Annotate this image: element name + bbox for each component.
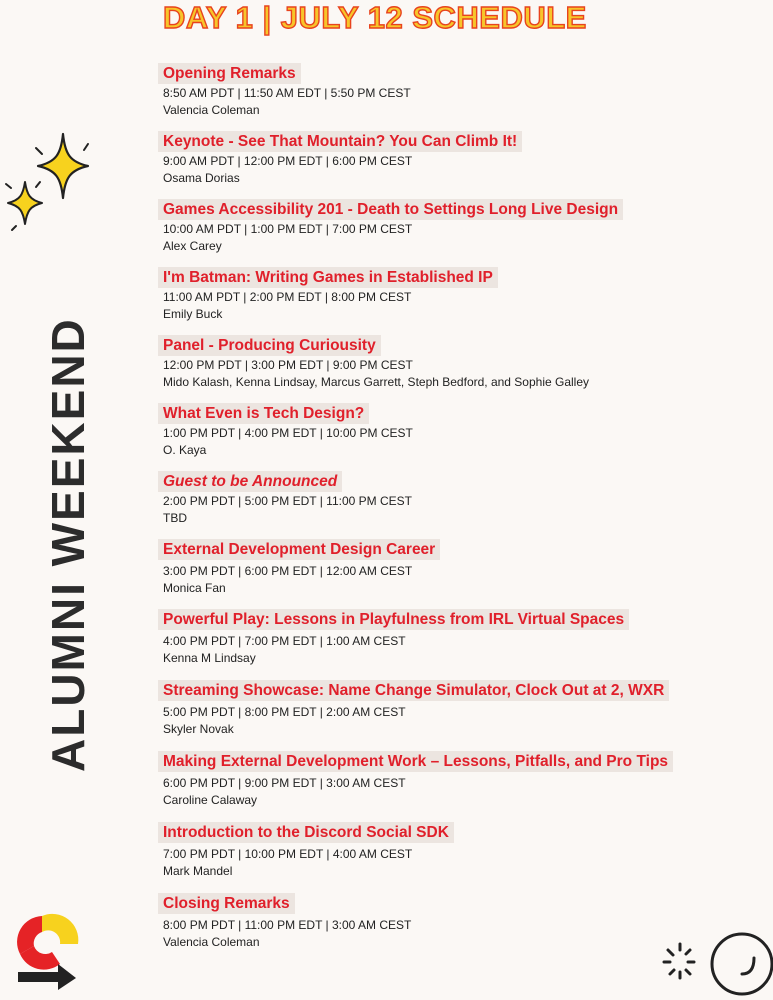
- session-time: 6:00 PM PDT | 9:00 PM EDT | 3:00 AM CEST: [163, 776, 406, 790]
- logo-icon: [12, 908, 84, 992]
- session-speaker: Monica Fan: [163, 581, 226, 595]
- session-title: Introduction to the Discord Social SDK: [158, 822, 454, 843]
- session-title: Streaming Showcase: Name Change Simulator, Clock Out at 2, WXR: [158, 680, 669, 701]
- session-time: 1:00 PM PDT | 4:00 PM EDT | 10:00 PM CEST: [163, 426, 413, 440]
- session-title: Opening Remarks: [158, 63, 301, 84]
- session-item: [158, 335, 768, 391]
- session-item: [158, 539, 768, 597]
- session-speaker: TBD: [163, 511, 187, 525]
- session-speaker: O. Kaya: [163, 443, 207, 457]
- session-speaker: Kenna M Lindsay: [163, 651, 256, 665]
- session-time: 7:00 PM PDT | 10:00 PM EDT | 4:00 AM CEST: [163, 847, 413, 861]
- session-speaker: Mido Kalash, Kenna Lindsay, Marcus Garrett, Steph Bedford, and Sophie Galley: [163, 375, 590, 389]
- session-item: [158, 471, 768, 527]
- session-time: 10:00 AM PDT | 1:00 PM EDT | 7:00 PM CEST: [163, 222, 413, 236]
- session-title: Powerful Play: Lessons in Playfulness from IRL Virtual Spaces: [158, 609, 629, 630]
- session-item: [158, 822, 768, 880]
- session-time: 8:00 PM PDT | 11:00 PM EDT | 3:00 AM CEST: [163, 918, 412, 932]
- session-time: 2:00 PM PDT | 5:00 PM EDT | 11:00 PM CEST: [163, 494, 412, 508]
- session-speaker: Skyler Novak: [163, 722, 234, 736]
- event-name-vertical: ALUMNI WEEKEND: [42, 317, 94, 772]
- session-item: [158, 751, 768, 809]
- session-speaker: Osama Dorias: [163, 171, 240, 185]
- session-title: I'm Batman: Writing Games in Established IP: [158, 267, 498, 288]
- session-time: 9:00 AM PDT | 12:00 PM EDT | 6:00 PM CEST: [163, 154, 413, 168]
- session-time: 12:00 PM PDT | 3:00 PM EDT | 9:00 PM CEST: [163, 358, 413, 372]
- session-time: 8:50 AM PDT | 11:50 AM EDT | 5:50 PM CEST: [163, 86, 411, 100]
- session-title: Games Accessibility 201 - Death to Settings Long Live Design: [158, 199, 623, 220]
- session-speaker: Valencia Coleman: [163, 103, 260, 117]
- session-time: 5:00 PM PDT | 8:00 PM EDT | 2:00 AM CEST: [163, 705, 406, 719]
- session-title: Making External Development Work – Lessons, Pitfalls, and Pro Tips: [158, 751, 673, 772]
- sparkles-icon: [0, 130, 100, 240]
- session-time: 11:00 AM PDT | 2:00 PM EDT | 8:00 PM CEST: [163, 290, 412, 304]
- session-title: What Even is Tech Design?: [158, 403, 369, 424]
- session-title: Closing Remarks: [158, 893, 295, 914]
- session-item: [158, 199, 768, 255]
- session-item: [158, 680, 768, 738]
- session-item: [158, 131, 768, 187]
- session-title: Keynote - See That Mountain? You Can Climb It!: [158, 131, 522, 152]
- session-item: [158, 63, 768, 119]
- session-time: 3:00 PM PDT | 6:00 PM EDT | 12:00 AM CEST: [163, 564, 413, 578]
- session-speaker: Emily Buck: [163, 307, 223, 321]
- page-title: DAY 1 | JULY 12 SCHEDULE: [163, 0, 587, 35]
- session-speaker: Caroline Calaway: [163, 793, 258, 807]
- session-item: [158, 267, 768, 323]
- session-item: [158, 893, 768, 951]
- session-title: Panel - Producing Curiousity: [158, 335, 381, 356]
- session-speaker: Alex Carey: [163, 239, 222, 253]
- session-speaker: Valencia Coleman: [163, 935, 260, 949]
- session-title: External Development Design Career: [158, 539, 440, 560]
- session-time: 4:00 PM PDT | 7:00 PM EDT | 1:00 AM CEST: [163, 634, 406, 648]
- session-title: Guest to be Announced: [158, 471, 342, 492]
- session-item: [158, 403, 768, 459]
- session-speaker: Mark Mandel: [163, 864, 233, 878]
- session-item: [158, 609, 768, 667]
